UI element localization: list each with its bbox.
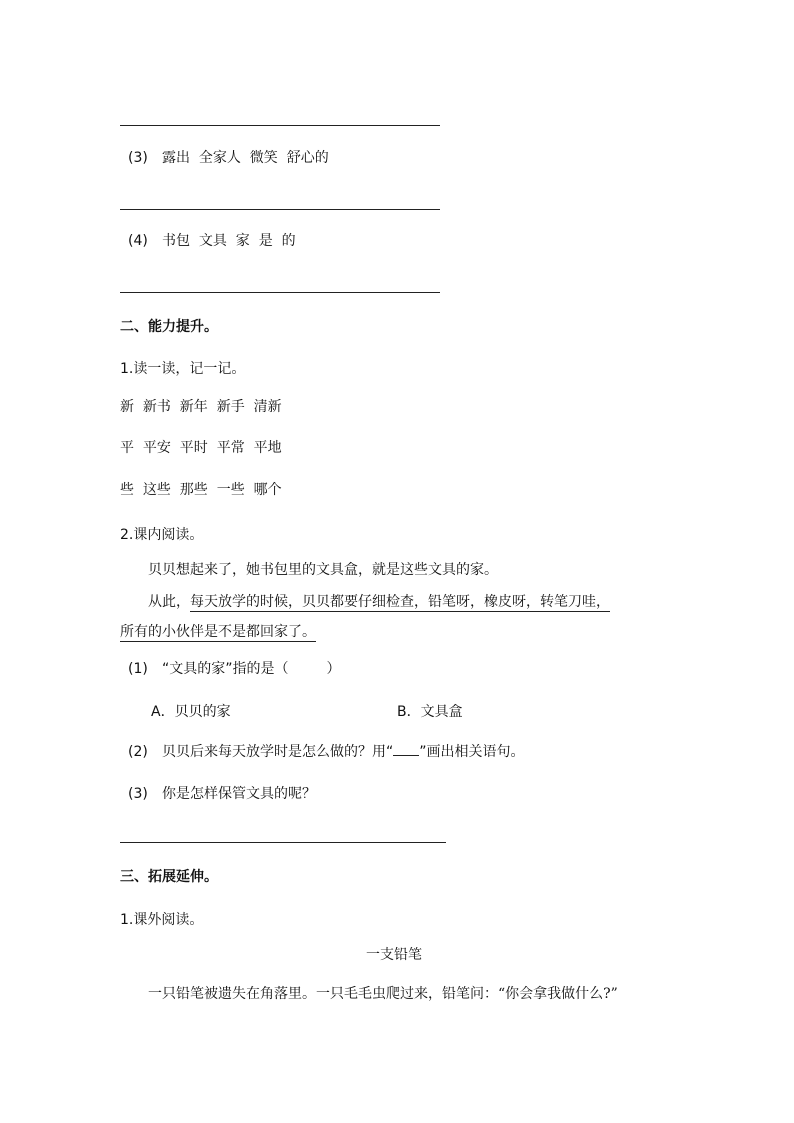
question-3-number: (3) bbox=[128, 150, 148, 166]
passage-line-1: 贝贝想起来了，她书包里的文具盒，就是这些文具的家。 bbox=[148, 562, 498, 578]
section-3-item-1-title: 1.课外阅读。 bbox=[120, 912, 204, 928]
story-title: 一支铅笔 bbox=[366, 947, 422, 963]
q2-underline-mark bbox=[393, 743, 419, 756]
passage-line-2-prefix: 从此， bbox=[148, 594, 190, 610]
q2-text-b: ”画出相关语句。 bbox=[419, 744, 525, 760]
word-row-1: 新 新书 新年 新手 清新 bbox=[120, 399, 282, 415]
q1-number: (1) bbox=[128, 661, 148, 677]
q1-text bbox=[162, 660, 341, 678]
answer-line-4[interactable] bbox=[120, 292, 440, 293]
item-1-title: 1.读一读，记一记。 bbox=[120, 361, 246, 377]
answer-line-2[interactable] bbox=[120, 125, 440, 126]
q2-text-a: 贝贝后来每天放学时是怎么做的？用“ bbox=[162, 744, 394, 760]
question-4-words: 书包 文具 家 是 的 bbox=[162, 233, 296, 249]
answer-line-3[interactable] bbox=[120, 209, 440, 210]
question-3-words: 露出 全家人 微笑 舒心的 bbox=[162, 150, 329, 166]
passage-line-3-underlined: 所有的小伙伴是不是都回家了。 bbox=[120, 624, 316, 640]
passage-line-3 bbox=[120, 623, 316, 641]
word-row-2: 平 平安 平时 平常 平地 bbox=[120, 440, 282, 456]
q3-text: 你是怎样保管文具的呢？ bbox=[162, 786, 316, 802]
option-a[interactable]: A．贝贝的家 bbox=[151, 704, 231, 720]
option-b[interactable]: B．文具盒 bbox=[397, 704, 463, 720]
story-line-1: 一只铅笔被遗失在角落里。一只毛毛虫爬过来，铅笔问：“你会拿我做什么?” bbox=[148, 986, 618, 1002]
item-2-title: 2.课内阅读。 bbox=[120, 527, 204, 543]
q1-text-a: “文具的家”指的是（ bbox=[162, 661, 289, 677]
section-3-heading: 三、拓展延伸。 bbox=[120, 869, 218, 885]
section-2-heading: 二、能力提升。 bbox=[120, 319, 218, 335]
passage-line-2 bbox=[148, 593, 610, 611]
question-4-number: (4) bbox=[128, 233, 148, 249]
word-row-3: 些 这些 那些 一些 哪个 bbox=[120, 482, 282, 498]
passage-line-2-underlined: 每天放学的时候，贝贝都要仔细检查，铅笔呀，橡皮呀，转笔刀哇， bbox=[190, 594, 610, 610]
q3-number: (3) bbox=[128, 786, 148, 802]
answer-line-q3[interactable] bbox=[120, 842, 446, 843]
q2-text bbox=[162, 743, 525, 761]
q2-number: (2) bbox=[128, 744, 148, 760]
q1-text-b: ） bbox=[326, 661, 341, 677]
